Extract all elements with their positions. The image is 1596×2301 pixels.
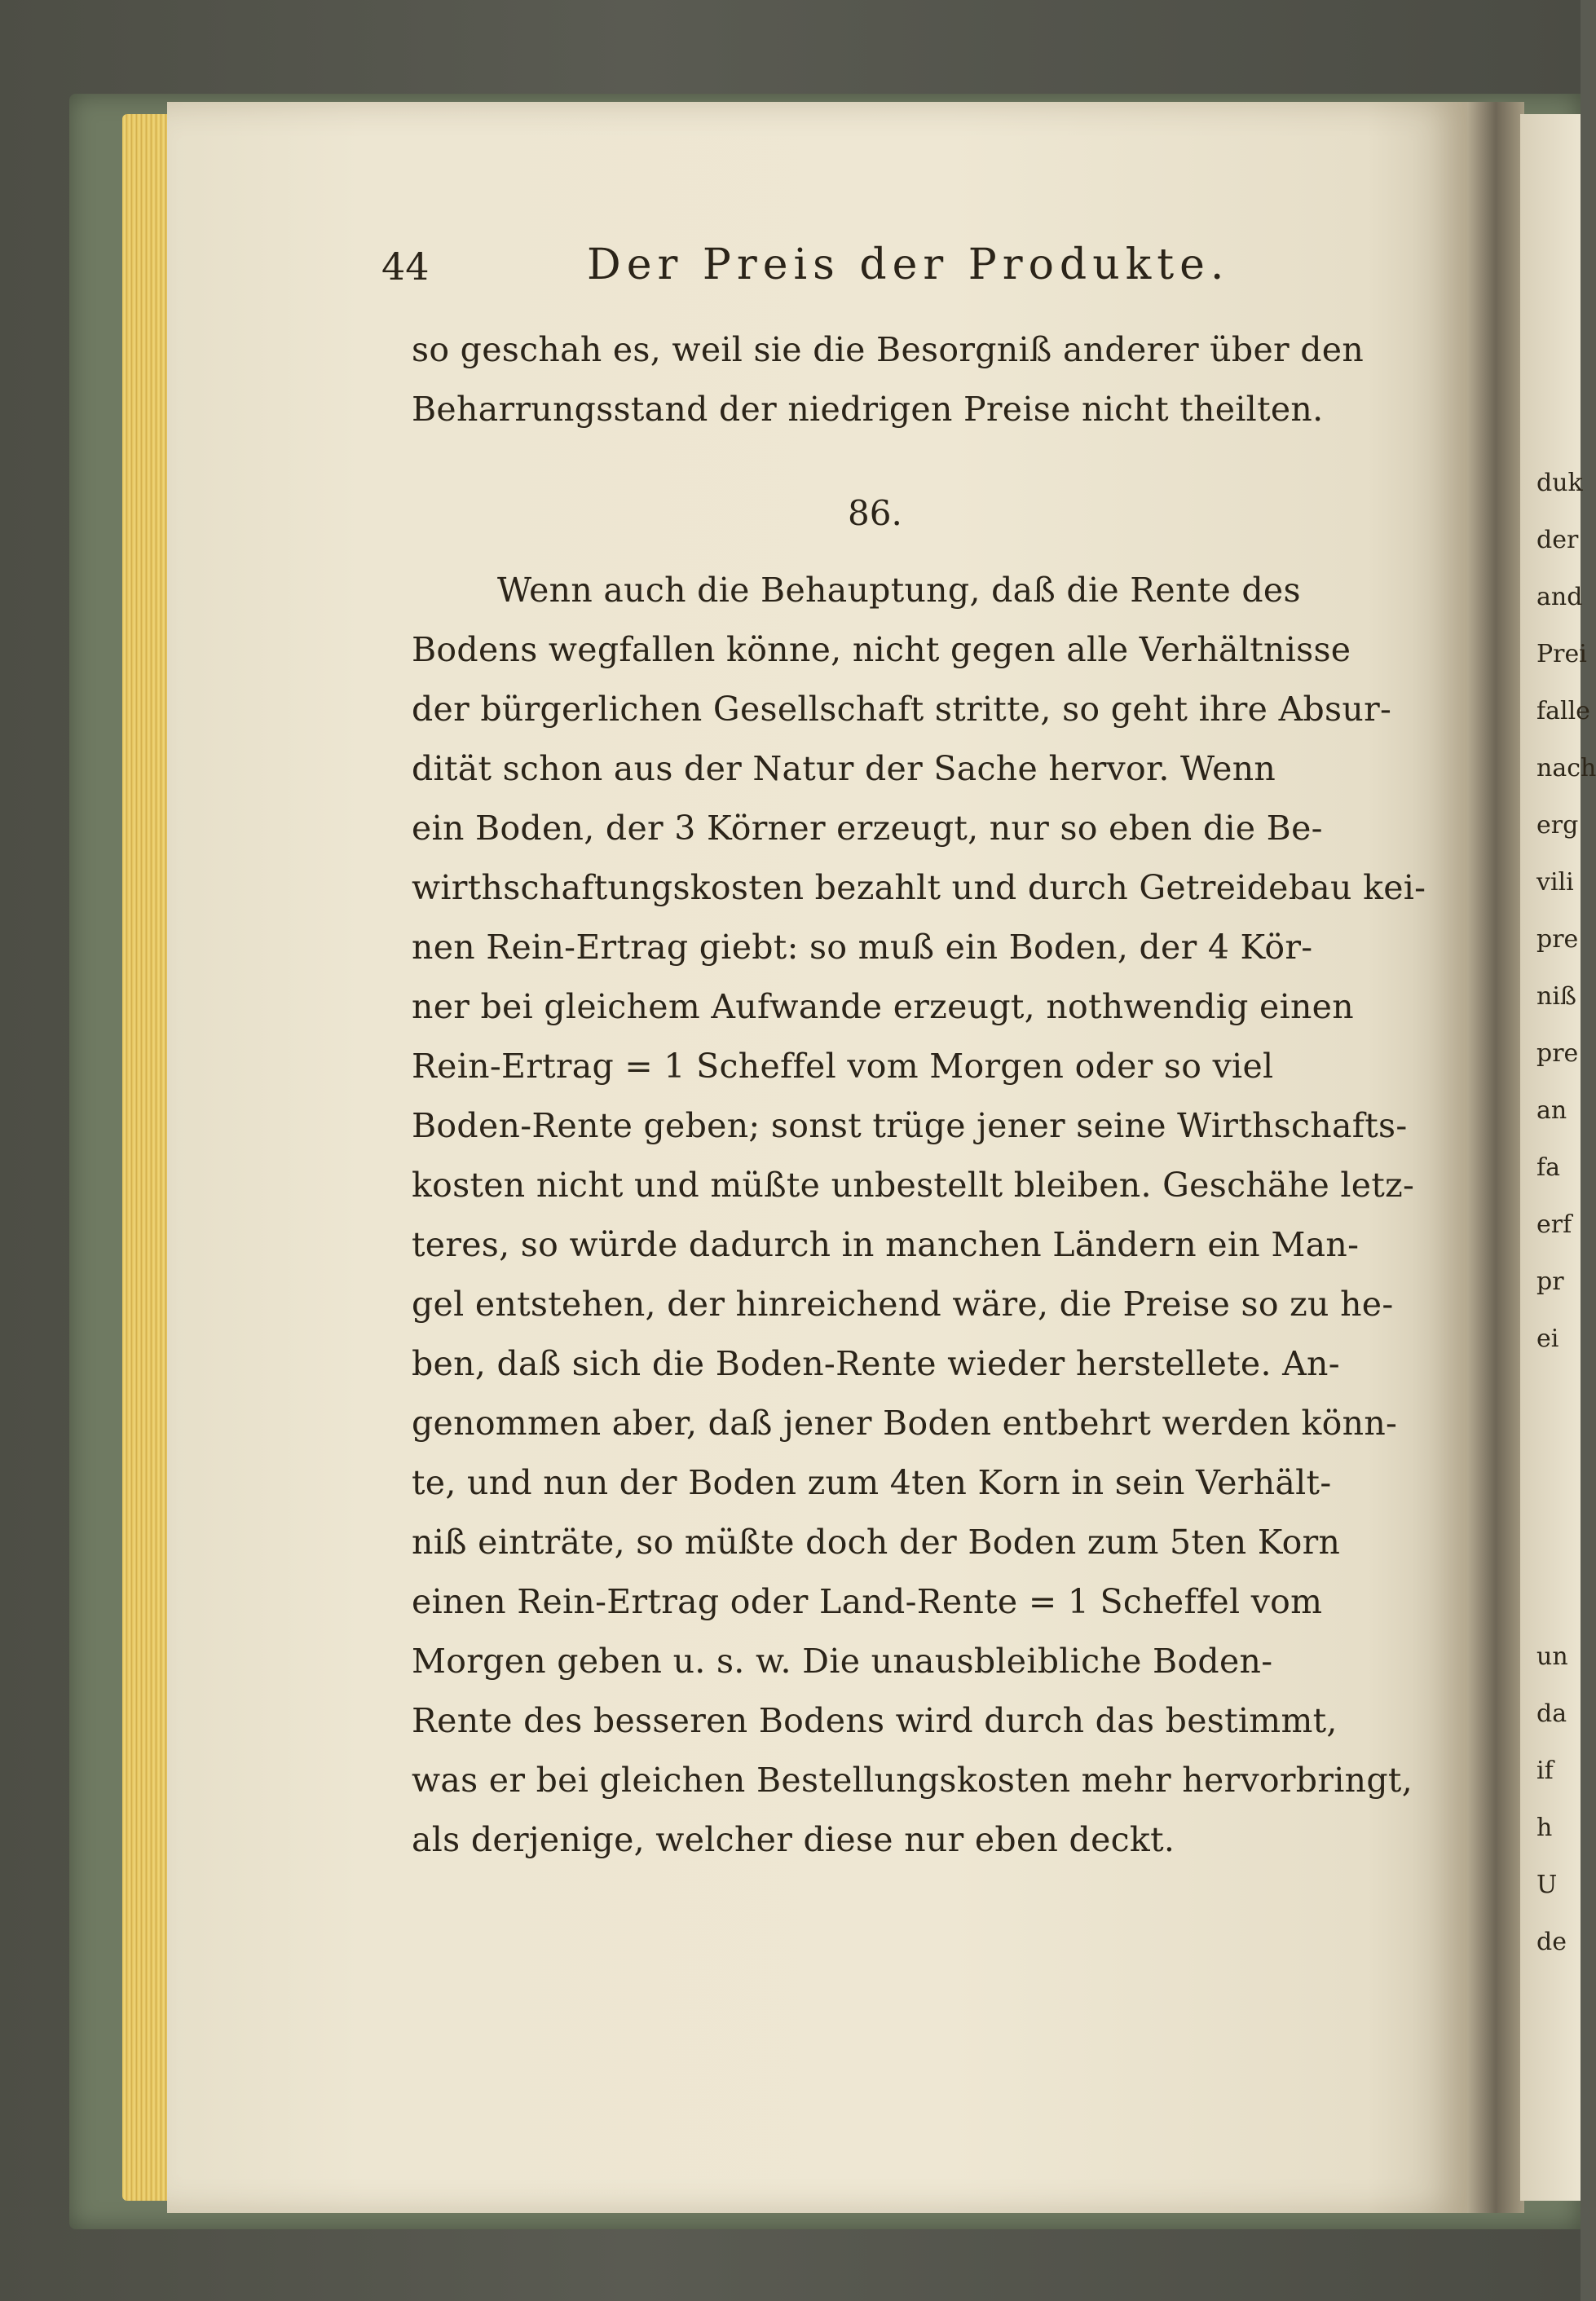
next-page-fragment: ei [1536,1325,1559,1353]
text-line: Beharrungsstand der niedrigen Preise nicht theilten. [412,390,1324,429]
section-number: 86. [848,493,902,533]
next-page-fragment: nach [1536,754,1596,782]
text-line: Wenn auch die Behauptung, daß die Rente des [497,571,1301,610]
next-page-fragment: de [1536,1928,1567,1956]
text-line: was er bei gleichen Bestellungskosten mehr hervorbringt, [412,1761,1413,1800]
next-page-fragment: duk [1536,469,1583,497]
text-line: niß einträte, so müßte doch der Boden zum 5ten Korn [412,1523,1341,1562]
text-line: wirthschaftungskosten bezahlt und durch Getreidebau kei- [412,868,1426,907]
next-page-fragment: niß [1536,982,1576,1011]
text-line: ner bei gleichem Aufwande erzeugt, nothwendig einen [412,987,1354,1026]
text-line: teres, so würde dadurch in manchen Ländern ein Man- [412,1225,1360,1264]
text-line: dität schon aus der Natur der Sache hervor. Wenn [412,749,1276,788]
text-line: als derjenige, welcher diese nur eben deckt. [412,1820,1175,1859]
next-page-fragment: pre [1536,1039,1579,1068]
next-page-fragment: fa [1536,1153,1560,1182]
next-page-fragment: Prei [1536,640,1587,668]
book-gutter [1467,102,1524,2213]
text-line: Rein-Ertrag = 1 Scheffel vom Morgen oder so viel [412,1047,1274,1086]
text-line: gel entstehen, der hinreichend wäre, die Preise so zu he- [412,1285,1394,1324]
next-page-fragment: vili [1536,868,1574,897]
text-line: ben, daß sich die Boden-Rente wieder herstellete. An- [412,1344,1340,1383]
text-line: nen Rein-Ertrag giebt: so muß ein Boden, der 4 Kör- [412,928,1313,967]
next-page-fragment: if [1536,1757,1554,1785]
next-page-fragment: h [1536,1814,1553,1842]
next-page-fragment: U [1536,1871,1558,1899]
next-page-fragment: pr [1536,1267,1564,1296]
text-line: te, und nun der Boden zum 4ten Korn in sein Verhält- [412,1463,1332,1502]
running-title: Der Preis der Produkte. [587,240,1230,289]
next-page-fragment: erg [1536,811,1579,840]
text-line: genommen aber, daß jener Boden entbehrt werden könn- [412,1404,1398,1443]
text-line: so geschah es, weil sie die Besorgniß anderer über den [412,330,1365,369]
text-line: einen Rein-Ertrag oder Land-Rente = 1 Scheffel vom [412,1582,1323,1621]
text-line: Morgen geben u. s. w. Die unausbleibliche Boden- [412,1642,1273,1681]
page-number: 44 [381,245,430,289]
next-page-fragment: pre [1536,925,1579,954]
text-line: kosten nicht und müßte unbestellt bleiben. Geschähe letz- [412,1166,1415,1205]
next-page-fragment: erf [1536,1210,1572,1239]
text-line: Rente des besseren Bodens wird durch das bestimmt, [412,1701,1338,1740]
text-line: ein Boden, der 3 Körner erzeugt, nur so eben die Be- [412,809,1323,848]
next-page-fragment: an [1536,1096,1567,1125]
next-page-fragment: der [1536,526,1579,554]
text-line: Bodens wegfallen könne, nicht gegen alle Verhältnisse [412,630,1351,669]
text-line: der bürgerlichen Gesellschaft stritte, so geht ihre Absur- [412,690,1392,729]
text-line: Boden-Rente geben; sonst trüge jener seine Wirthschafts- [412,1106,1408,1145]
next-page-fragment: falle [1536,697,1590,725]
next-page-fragment: da [1536,1699,1567,1728]
next-page-fragment: and [1536,583,1583,611]
next-page-fragment: un [1536,1642,1568,1671]
